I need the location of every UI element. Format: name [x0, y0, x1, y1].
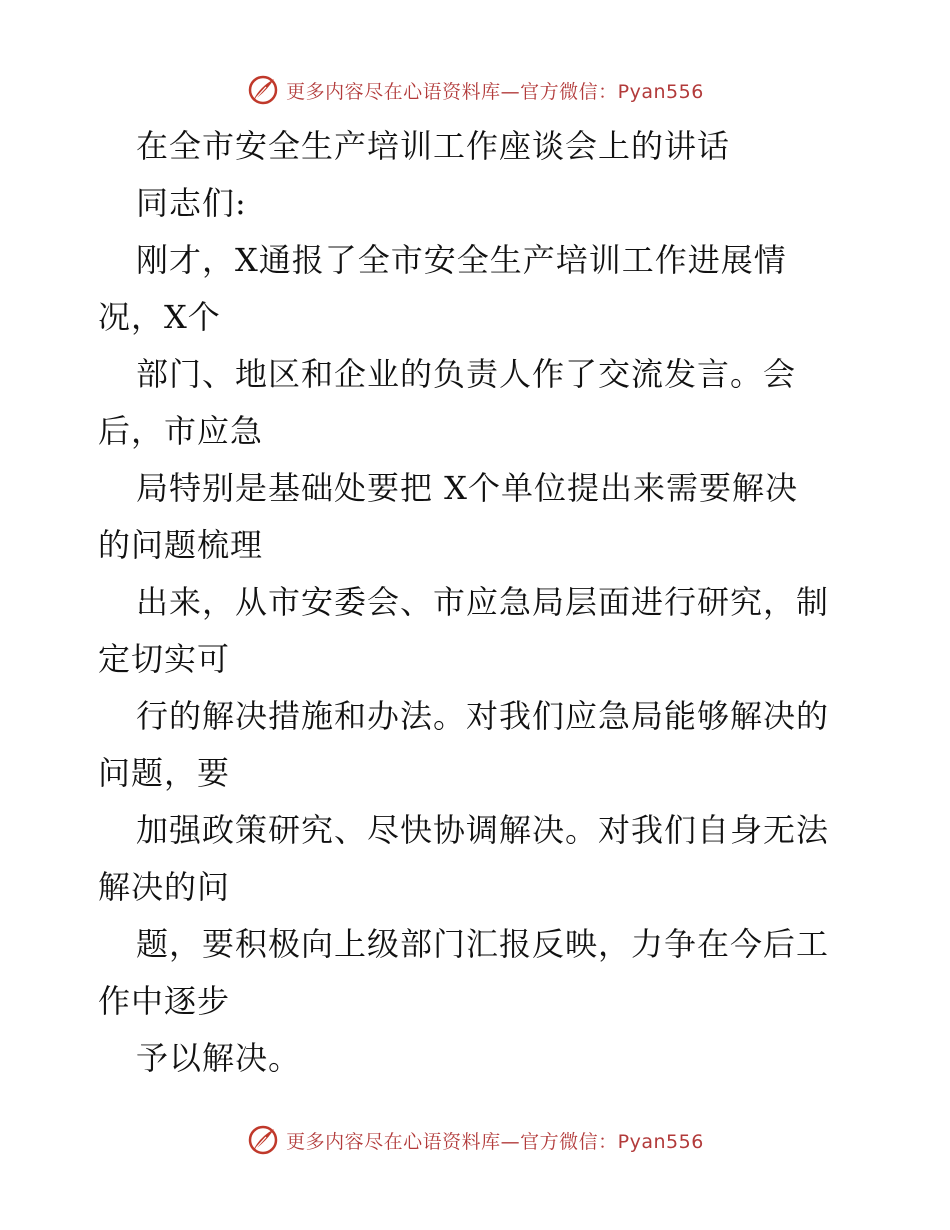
paragraph-line: 局特别是基础处要把 X个单位提出来需要解决	[136, 469, 798, 507]
paragraph-line: 予以解决。	[136, 1039, 302, 1077]
footer-watermark-banner	[0, 1120, 950, 1160]
document-title: 在全市安全生产培训工作座谈会上的讲话	[136, 127, 731, 165]
paragraph-line: 解决的问	[98, 868, 231, 906]
paragraph-line: 刚才，X通报了全市安全生产培训工作进展情	[136, 241, 787, 279]
watermark-text: 更多内容尽在心语资料库—官方微信：Pyan556	[286, 1130, 704, 1153]
paragraph-line: 作中逐步	[98, 982, 231, 1020]
paragraph-line: 题，要积极向上级部门汇报反映，力争在今后工	[136, 925, 830, 963]
paragraph-line: 定切实可	[98, 640, 231, 678]
header-watermark-banner	[0, 70, 950, 110]
paragraph-line: 问题，要	[98, 754, 231, 792]
document-body	[98, 118, 858, 1087]
paragraph-line: 的问题梳理	[98, 526, 264, 564]
paragraph-line: 加强政策研究、尽快协调解决。对我们自身无法	[136, 811, 830, 849]
paragraph-line: 况，X个	[98, 298, 221, 336]
paragraph-line: 同志们:	[136, 184, 247, 222]
watermark-text: 更多内容尽在心语资料库—官方微信：Pyan556	[286, 80, 704, 103]
feather-pen-logo-icon	[246, 1125, 280, 1155]
paragraph-line: 出来，从市安委会、市应急局层面进行研究，制	[136, 583, 830, 621]
paragraph-line: 后，市应急	[98, 412, 264, 450]
feather-pen-logo-icon	[246, 75, 280, 105]
paragraph-line: 行的解决措施和办法。对我们应急局能够解决的	[136, 697, 830, 735]
paragraph-line: 部门、地区和企业的负责人作了交流发言。会	[136, 355, 797, 393]
